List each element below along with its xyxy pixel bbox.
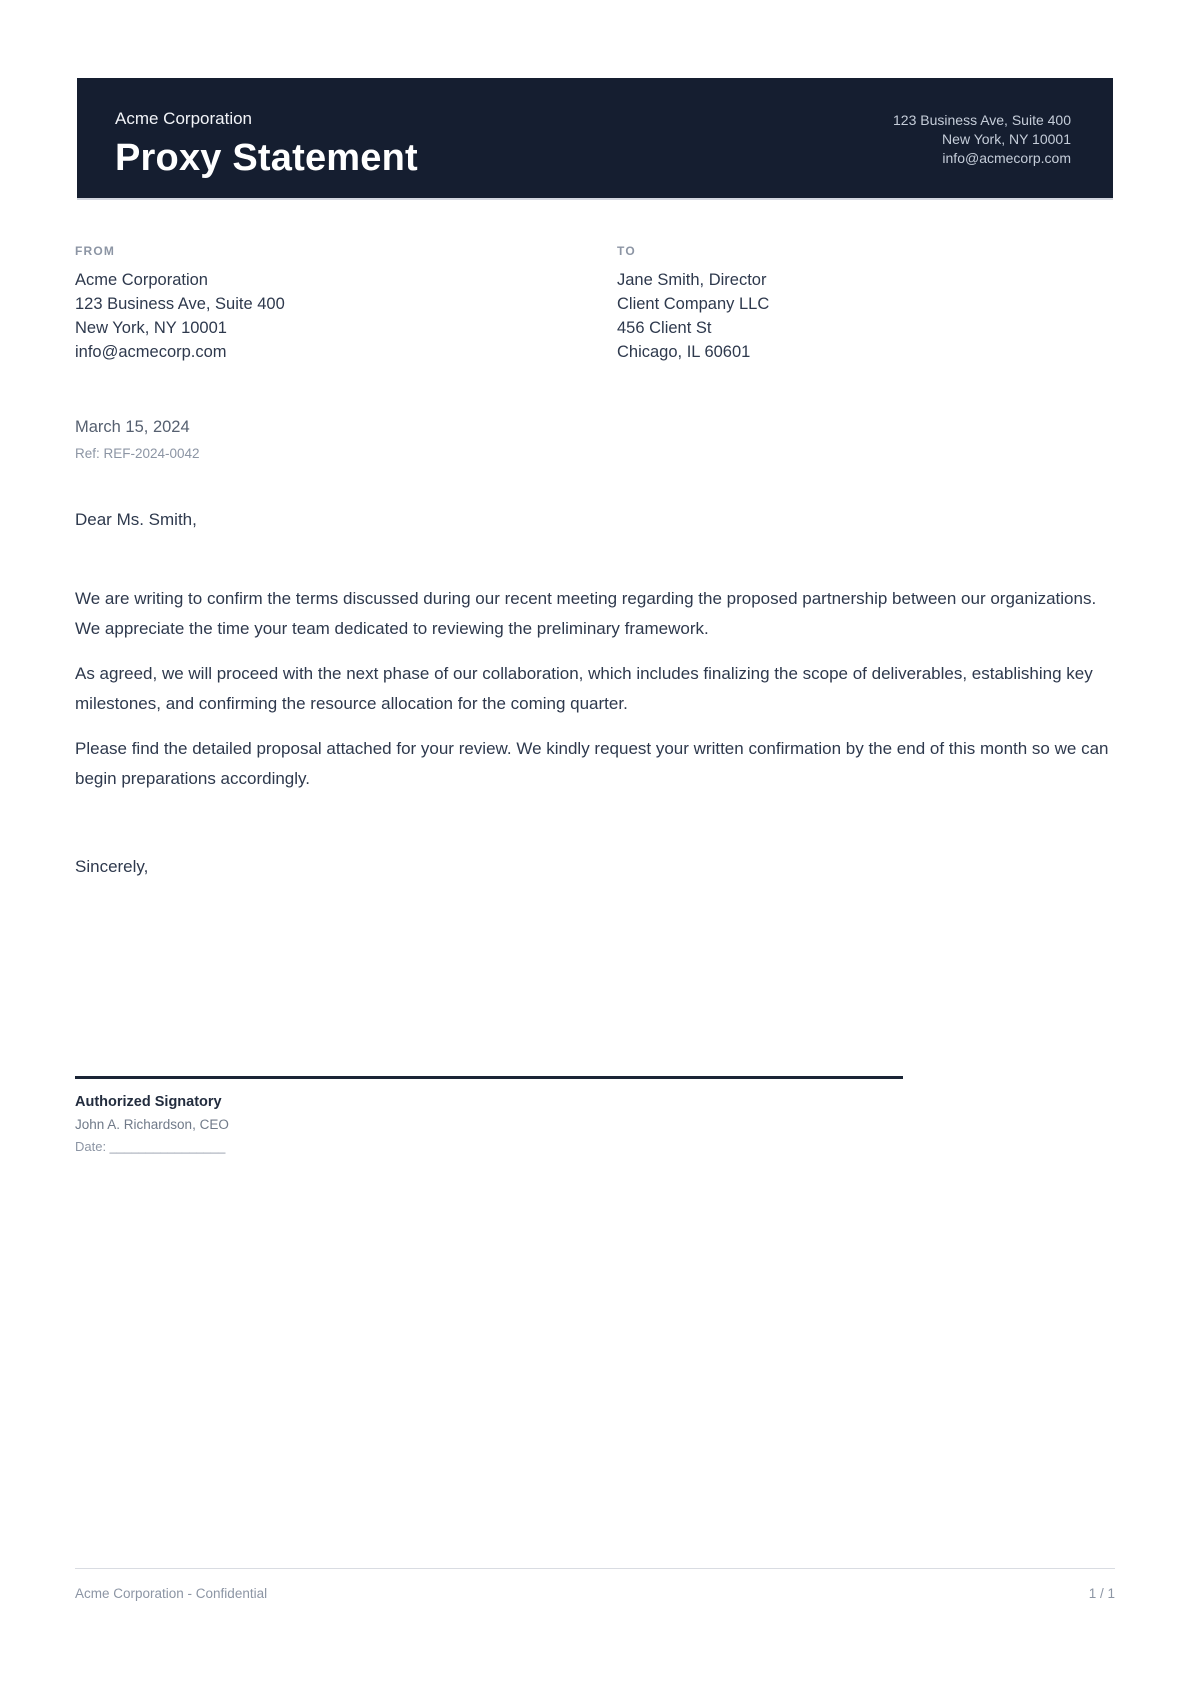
company-name: Acme Corporation [115, 109, 253, 128]
letter-date: March 15, 2024 [75, 418, 190, 436]
letterhead-address [893, 109, 1071, 180]
letter-body [75, 584, 1115, 794]
to-address [617, 268, 1115, 364]
from-line: 123 Business Ave, Suite 400 [75, 295, 285, 313]
to-line: Jane Smith, Director [617, 271, 767, 289]
salutation: Dear Ms. Smith, [75, 510, 197, 529]
to-line: 456 Client St [617, 319, 712, 337]
from-line: Acme Corporation [75, 271, 208, 289]
document-title: Proxy Statement [115, 137, 418, 179]
to-line: Chicago, IL 60601 [617, 343, 751, 361]
address-line: New York, NY 10001 [942, 131, 1071, 147]
signature-rule [75, 1076, 903, 1079]
paragraph: We are writing to confirm the terms discussed during our recent meeting regarding the proposed partnership between our organizations. We appreciate the time your team dedicated to reviewing the preliminary framework. [75, 589, 1097, 638]
from-block [75, 244, 617, 364]
signature-date-line: Date: ________________ [75, 1139, 226, 1154]
paragraph: As agreed, we will proceed with the next phase of our collaboration, which includes finalizing the scope of deliverables, establishing key milestones, and confirming the resource allocation for the coming quarter. [75, 664, 1093, 713]
letterhead-left [115, 109, 418, 180]
page-number: 1 / 1 [1088, 1586, 1115, 1601]
signer-name: John A. Richardson, CEO [75, 1117, 229, 1132]
signature-block [75, 1076, 1115, 1155]
from-label: FROM [75, 244, 116, 258]
signature-heading: Authorized Signatory [75, 1094, 222, 1110]
from-address [75, 268, 617, 364]
to-block [617, 244, 1115, 364]
paragraph: Please find the detailed proposal attached for your review. We kindly request your written confirmation by the end of this month so we can begin preparations accordingly. [75, 739, 1109, 788]
parties-section [75, 244, 1115, 364]
meta-section [75, 416, 1115, 462]
from-line: info@acmecorp.com [75, 343, 227, 361]
footer-confidential-text: Acme Corporation - Confidential [75, 1586, 268, 1601]
letterhead-banner [77, 78, 1113, 198]
letter-content [75, 244, 1115, 1155]
page-footer [75, 1568, 1115, 1601]
reference-number: Ref: REF-2024-0042 [75, 446, 200, 461]
to-line: Client Company LLC [617, 295, 770, 313]
address-line: 123 Business Ave, Suite 400 [893, 112, 1071, 128]
from-line: New York, NY 10001 [75, 319, 227, 337]
closing: Sincerely, [75, 857, 149, 876]
address-line: info@acmecorp.com [942, 150, 1071, 166]
to-label: TO [617, 244, 636, 258]
